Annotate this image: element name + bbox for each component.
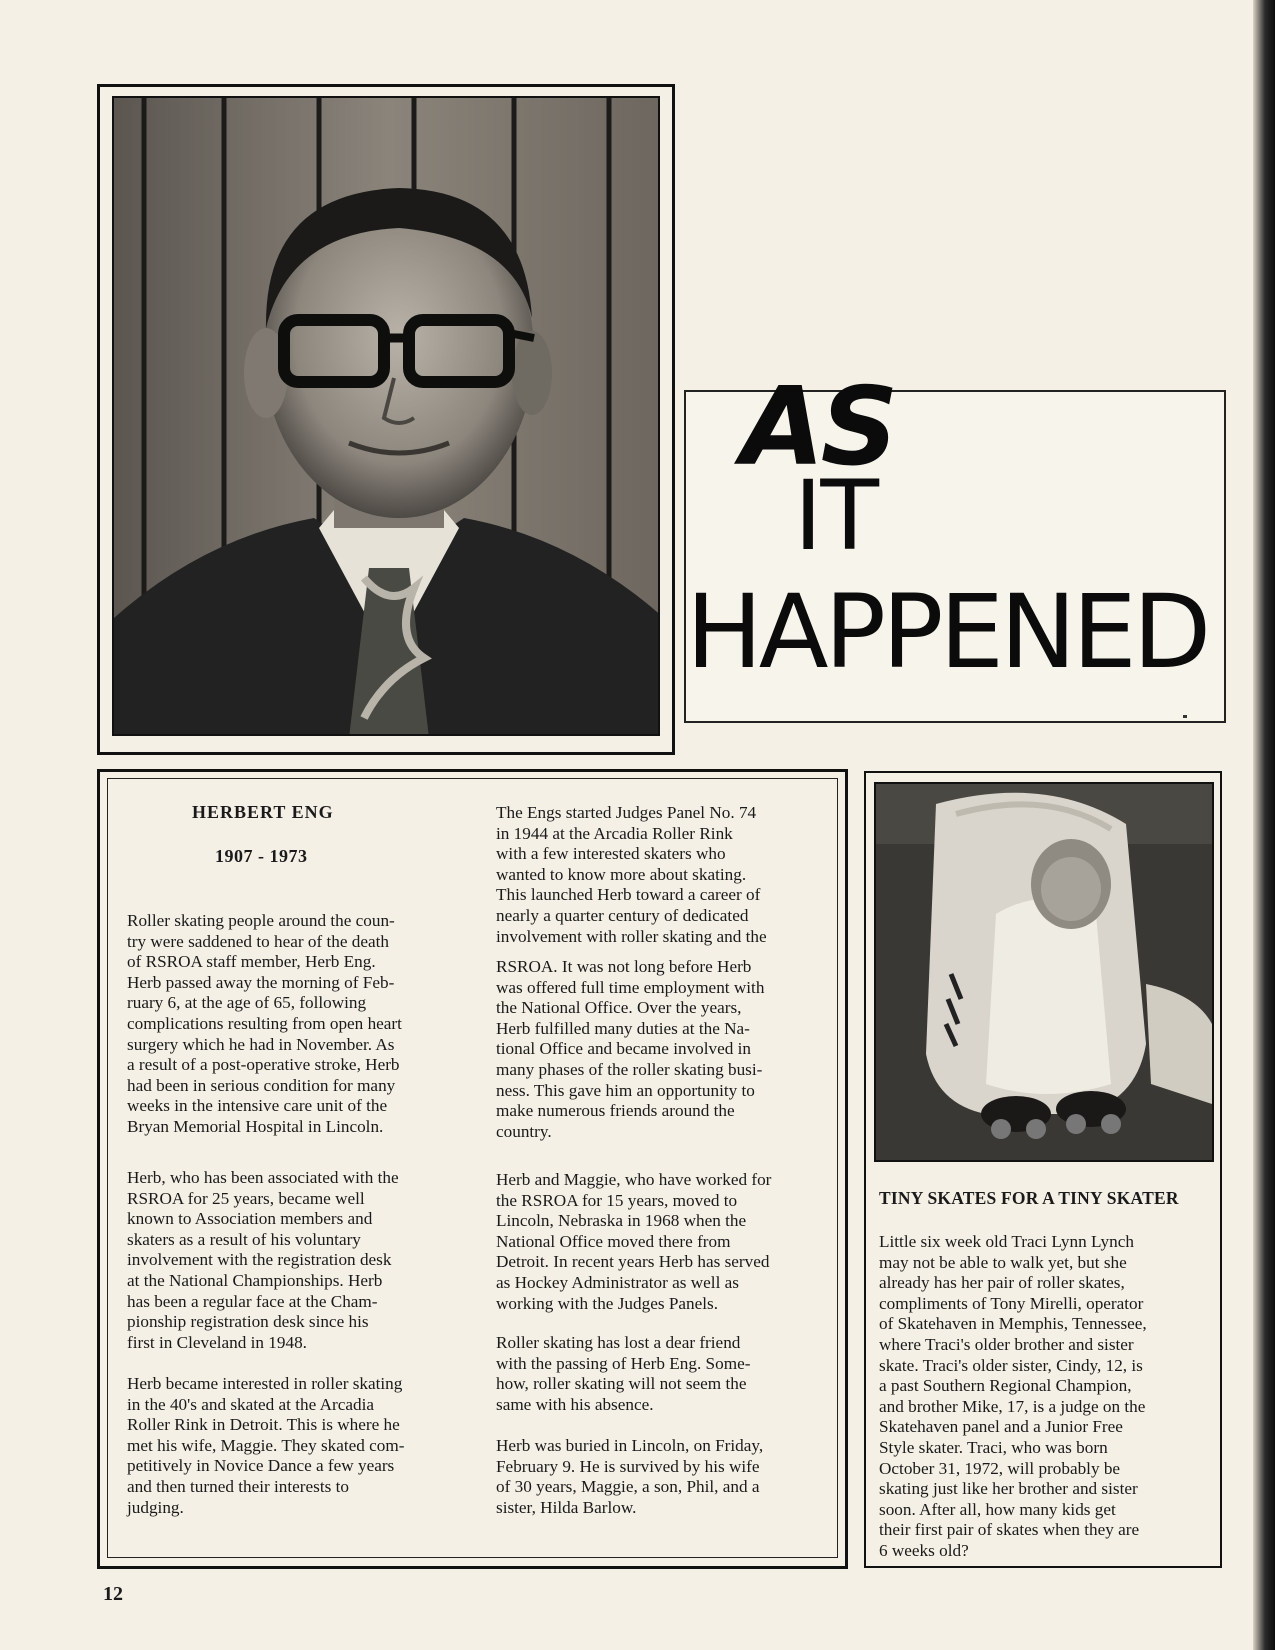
baby-photo [874, 782, 1214, 1162]
obituary-paragraph-7: Roller skating has lost a dear friend with the passing of Herb Eng. Some- how, roller skating will not seem the same with his absence. [496, 1333, 751, 1414]
obituary-paragraph-3: Herb became interested in roller skating in the 40's and skated at the Arcadia Roller Rink in Detroit. This is where he met his wife, Maggie. They skated com- petitively in Novice Dance a few years and then turned their interests to judging. [127, 1374, 405, 1517]
title-it: IT [794, 460, 877, 572]
title-dot [1183, 715, 1187, 718]
portrait-photo [112, 96, 660, 736]
sidebar-body: Little six week old Traci Lynn Lynch may not be able to walk yet, but she already has her pair of roller skates, compliments of Tony Mirelli, operator of Skatehaven in Memphis, Tennessee, where Traci's older brother and sister skate. Traci's older sister, Cindy, 12, is a past Southern Regional Champion, and brother Mike, 17, is a judge on the Skatehaven panel and a Junior Free Style skater. Traci, who was born October 31, 1972, will probably be skating just like her brother and sister soon. After all, how many kids get their first pair of skates when they are 6 weeks old? [879, 1232, 1147, 1560]
baby-photo-image [876, 784, 1212, 1160]
obituary-dates: 1907 - 1973 [215, 846, 308, 866]
page-number: 12 [103, 1583, 123, 1605]
obituary-paragraph-4: The Engs started Judges Panel No. 74 in 1944 at the Arcadia Roller Rink with a few interested skaters who wanted to know more about skating. This launched Herb toward a career of nearly a quarter century of dedicated involvement with roller skating and the [496, 803, 767, 946]
obituary-paragraph-2: Herb, who has been associated with the RSROA for 25 years, became well known to Association members and skaters as a result of his voluntary involvement with the registration desk at the National Championships. Herb has been a regular face at the Cham- pionship registration desk since his first in Cleveland in 1948. [127, 1168, 399, 1352]
obituary-paragraph-5: RSROA. It was not long before Herb was offered full time employment with the National Office. Over the years, Herb fulfilled many duties at the Na- tional Office and became involved in many phases of the roller skating busi- ness. This gave him an opportunity to make numerous friends around the country. [496, 957, 765, 1141]
obituary-name: HERBERT ENG [192, 802, 334, 822]
obituary-paragraph-1: Roller skating people around the coun- try were saddened to hear of the death of RSROA staff member, Herb Eng. Herb passed away the morning of Feb- ruary 6, at the age of 65, following complications resulting from open heart surgery which he had in November. As a result of a post-operative stroke, Herb had been in serious condition for many weeks in the intensive care unit of the Bryan Memorial Hospital in Lincoln. [127, 911, 402, 1136]
page-edge-shadow [1253, 0, 1275, 1650]
sidebar-heading: TINY SKATES FOR A TINY SKATER [879, 1188, 1179, 1208]
title-happened: HAPPENED [686, 573, 1208, 692]
portrait-photo-image [114, 98, 660, 736]
obituary-paragraph-8: Herb was buried in Lincoln, on Friday, February 9. He is survived by his wife of 30 years, Maggie, a son, Phil, and a sister, Hilda Barlow. [496, 1436, 764, 1517]
portrait-photo-frame [97, 84, 675, 755]
title-as: AS [741, 365, 895, 490]
title-box [684, 365, 1226, 723]
obituary-paragraph-6: Herb and Maggie, who have worked for the RSROA for 15 years, moved to Lincoln, Nebraska in 1968 when the National Office moved there from Detroit. In recent years Herb has served as Hockey Administrator as well as working with the Judges Panels. [496, 1170, 772, 1313]
